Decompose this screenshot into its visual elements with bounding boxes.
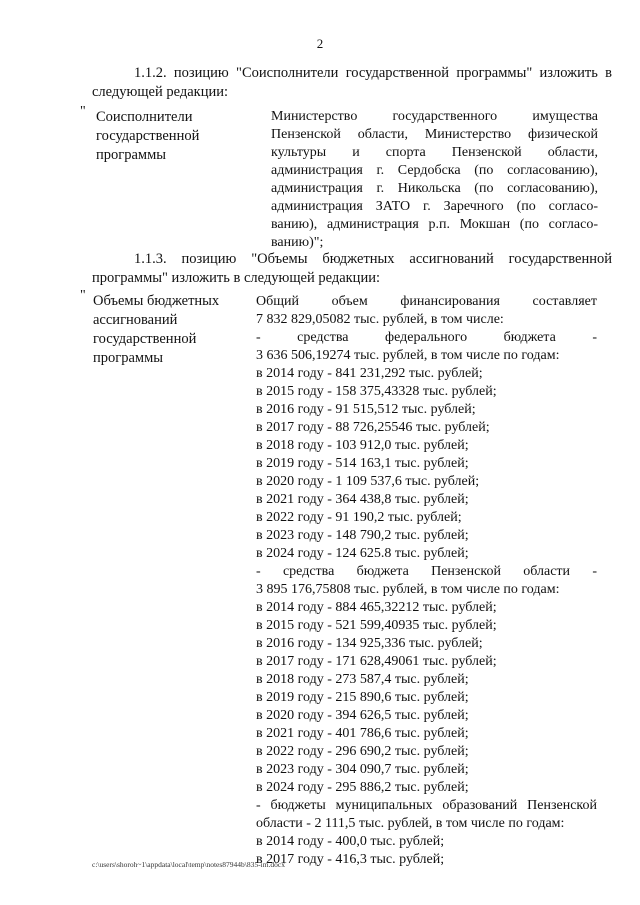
section-113-quote-mark: " (80, 288, 86, 303)
section-112-quote-mark: " (80, 104, 86, 119)
section-113-label (93, 292, 219, 368)
funding-line: в 2018 году - 103 912,0 тыс. рублей; (256, 438, 469, 453)
section-112-content-line: администрация г. Никольска (по согласованию), (271, 181, 598, 196)
funding-line: в 2022 году - 296 690,2 тыс. рублей; (256, 744, 469, 759)
section-112-content-line: администрация ЗАТО г. Заречного (по согласо- (271, 199, 598, 214)
funding-line: - средства бюджета Пензенской области - (256, 564, 597, 579)
funding-line: в 2014 году - 841 231,292 тыс. рублей; (256, 366, 483, 381)
funding-line: - средства федерального бюджета - (256, 330, 597, 345)
funding-line: в 2020 году - 1 109 537,6 тыс. рублей; (256, 474, 480, 489)
section-113-content (256, 293, 597, 869)
section-112-label-line: государственной (96, 128, 200, 144)
section-113-label-line: ассигнований (93, 312, 178, 328)
section-112-content-line: культуры и спорта Пензенской области, (271, 145, 598, 160)
footer-file-path: c:\users\shoroh~1\appdata\local\temp\notes87944b\835-im.docx (92, 860, 285, 869)
funding-line: в 2017 году - 88 726,25546 тыс. рублей; (256, 420, 490, 435)
funding-line: в 2015 году - 158 375,43328 тыс. рублей; (256, 384, 497, 399)
section-112-label-line: Соисполнители (96, 109, 193, 125)
funding-line: в 2021 году - 401 786,6 тыс. рублей; (256, 726, 469, 741)
section-112-label (96, 108, 199, 165)
funding-line: в 2016 году - 91 515,512 тыс. рублей; (256, 402, 476, 417)
funding-line: 3 636 506,19274 тыс. рублей, в том числе по годам: (256, 348, 560, 363)
funding-line: 3 895 176,75808 тыс. рублей, в том числе по годам: (256, 582, 560, 597)
funding-line: в 2014 году - 884 465,32212 тыс. рублей; (256, 600, 497, 615)
section-112-content-line: Пензенской области, Министерство физической (271, 127, 598, 142)
funding-line: в 2021 году - 364 438,8 тыс. рублей; (256, 492, 469, 507)
funding-line: в 2023 году - 148 790,2 тыс. рублей; (256, 528, 469, 543)
section-113-label-line: программы (93, 350, 163, 366)
funding-line: Общий объем финансирования составляет (256, 294, 597, 309)
section-112-content (271, 108, 598, 252)
section-112-content-line: Министерство государственного имущества (271, 109, 598, 124)
section-112-content-line: ванию), администрация р.п. Мокшан (по согласо- (271, 217, 598, 232)
funding-line: в 2017 году - 171 628,49061 тыс. рублей; (256, 654, 497, 669)
funding-line: в 2020 году - 394 626,5 тыс. рублей; (256, 708, 469, 723)
section-112-content-last-line: ванию)"; (271, 235, 324, 250)
funding-line: в 2017 году - 416,3 тыс. рублей; (256, 852, 445, 867)
funding-line: - бюджеты муниципальных образований Пензенской (256, 798, 597, 813)
funding-line: области - 2 111,5 тыс. рублей, в том числе по годам: (256, 816, 565, 831)
section-112-intro: 1.1.2. позицию "Соисполнители государственной программы" изложить в следующей редакции: (92, 65, 612, 100)
section-112-label-line: программы (96, 147, 166, 163)
funding-line: в 2023 году - 304 090,7 тыс. рублей; (256, 762, 469, 777)
funding-line: в 2022 году - 91 190,2 тыс. рублей; (256, 510, 462, 525)
funding-line: в 2018 году - 273 587,4 тыс. рублей; (256, 672, 469, 687)
funding-line: в 2019 году - 514 163,1 тыс. рублей; (256, 456, 469, 471)
funding-line: 7 832 829,05082 тыс. рублей, в том числе: (256, 312, 504, 327)
funding-line: в 2024 году - 295 886,2 тыс. рублей; (256, 780, 469, 795)
funding-line: в 2014 году - 400,0 тыс. рублей; (256, 834, 445, 849)
funding-line: в 2015 году - 521 599,40935 тыс. рублей; (256, 618, 497, 633)
funding-line: в 2024 году - 124 625.8 тыс. рублей; (256, 546, 469, 561)
section-112-content-line: администрация г. Сердобска (по согласованию), (271, 163, 598, 178)
section-113-intro: 1.1.3. позицию "Объемы бюджетных ассигнований государственной программы" изложить в следующей редакции: (92, 251, 612, 286)
page-number: 2 (316, 36, 324, 51)
funding-line: в 2016 году - 134 925,336 тыс. рублей; (256, 636, 483, 651)
section-113-label-line: Объемы бюджетных (93, 293, 220, 309)
section-113-label-line: государственной (93, 331, 197, 347)
funding-line: в 2019 году - 215 890,6 тыс. рублей; (256, 690, 469, 705)
